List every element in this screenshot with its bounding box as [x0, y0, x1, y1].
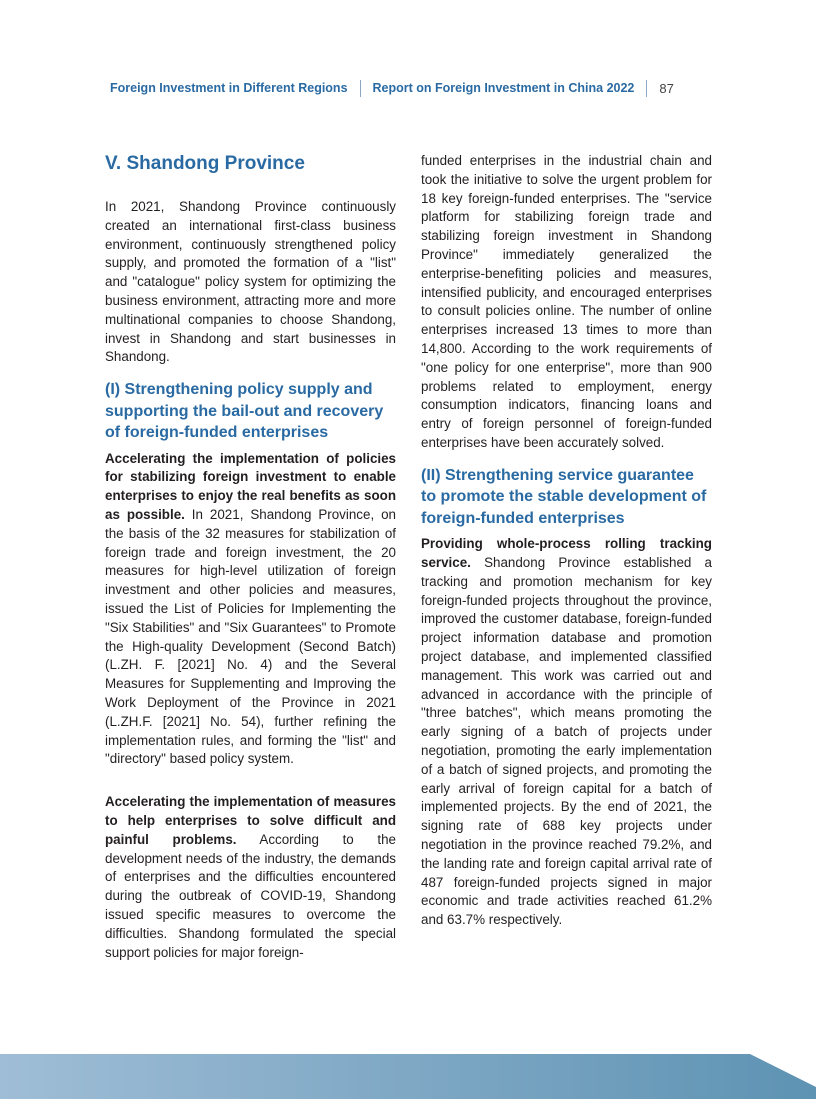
- subheading-service-guarantee: (II) Strengthening service guarantee to promote the stable development of foreign-funded enterprises: [421, 466, 707, 527]
- right-column: [421, 152, 712, 942]
- header-report-title: Report on Foreign Investment in China 2022: [372, 81, 635, 95]
- header-divider: [646, 80, 647, 97]
- intro-paragraph: In 2021, Shandong Province continuously created an international first-class business environment, continuously strengthened policy supply, and promoted the formation of a "list" and "catalogue" policy system for optimizing the business environment, attracting more and more multinational companies to choose Shandong, invest in Shandong and start businesses in Shandong.: [105, 199, 396, 365]
- paragraph-body: In 2021, Shandong Province, on the basis of the 32 measures for stabilization of foreign trade and foreign investment, the 20 measures for high-level utilization of foreign investment and other policies and measures, issued the List of Policies for Implementing the "Six Stabilities" and "Six Guarantees" to Promote the High-quality Development (Second Batch) (L.ZH. F. [2021] No. 4) and the Several Measures for Supplementing and Improving the Work Deployment of the Province in 2021 (L.ZH.F. [2021] No. 54), further refining the implementation rules, and forming the "list" and "directory" based policy system.: [105, 507, 396, 767]
- paragraph-policy-implementation: [105, 450, 396, 770]
- running-header: [110, 79, 674, 97]
- paragraph-lead: Accelerating the implementation of policies for stabilizing foreign investment to enable enterprises to enjoy the real benefits as soon as possible.: [105, 450, 396, 523]
- footer-decoration: [0, 1054, 816, 1099]
- paragraph-body: Shandong Province established a tracking and promotion mechanism for key foreign-funded projects throughout the province, improved the customer database, foreign-funded project information database and promotion project database, and implemented classified management. This work was carried out and advanced in accordance with the principle of "three batches", which means promoting the early signing of a batch of projects under negotiation, promoting the early implementation of a batch of signed projects, and promoting the early arrival of foreign capital for a batch of implemented projects. By the end of 2021, the signing rate of 688 key projects under negotiation in the province reached 79.2%, and the landing rate and foreign capital arrival rate of 487 foreign-funded projects signed in major economic and trade activities reached 61.2% and 63.7% respectively.: [421, 555, 712, 928]
- paragraph-continued: funded enterprises in the industrial chain and took the initiative to solve the urgent problem for 18 key foreign-funded enterprises. The "service platform for stabilizing foreign trade and stabilizing foreign investment in Shandong Province" immediately generalized the enterprise-benefiting policies and measures, intensified publicity, and encouraged enterprises to consult policies online. The number of online enterprises increased 13 times to more than 14,800. According to the work requirements of "one policy for one enterprise", more than 900 problems related to employment, energy consumption indicators, financing loans and entry of foreign personnel of foreign-funded enterprises have been accurately solved.: [421, 153, 712, 450]
- paragraph-lead: Accelerating the implementation of measures to help enterprises to solve difficult and painful problems.: [105, 794, 396, 847]
- paragraph-body: According to the development needs of the industry, the demands of enterprises and the difficulties encountered during the outbreak of COVID-19, Shandong issued specific measures to overcome the difficulties. Shandong formulated the special support policies for major foreign-: [105, 831, 396, 960]
- page-number: 87: [659, 80, 674, 96]
- paragraph-difficult-problems: [105, 793, 396, 962]
- paragraph-tracking-service: [421, 535, 712, 930]
- header-chapter-title: Foreign Investment in Different Regions: [110, 81, 348, 95]
- subheading-policy-supply: (I) Strengthening policy supply and supporting the bail-out and recovery of foreign-funded enterprises: [105, 381, 384, 442]
- paragraph-lead: Providing whole-process rolling tracking service.: [421, 536, 712, 571]
- section-title: V. Shandong Province: [105, 153, 305, 174]
- left-column: [105, 150, 396, 974]
- footer-band: [0, 1054, 816, 1099]
- header-divider: [360, 80, 361, 97]
